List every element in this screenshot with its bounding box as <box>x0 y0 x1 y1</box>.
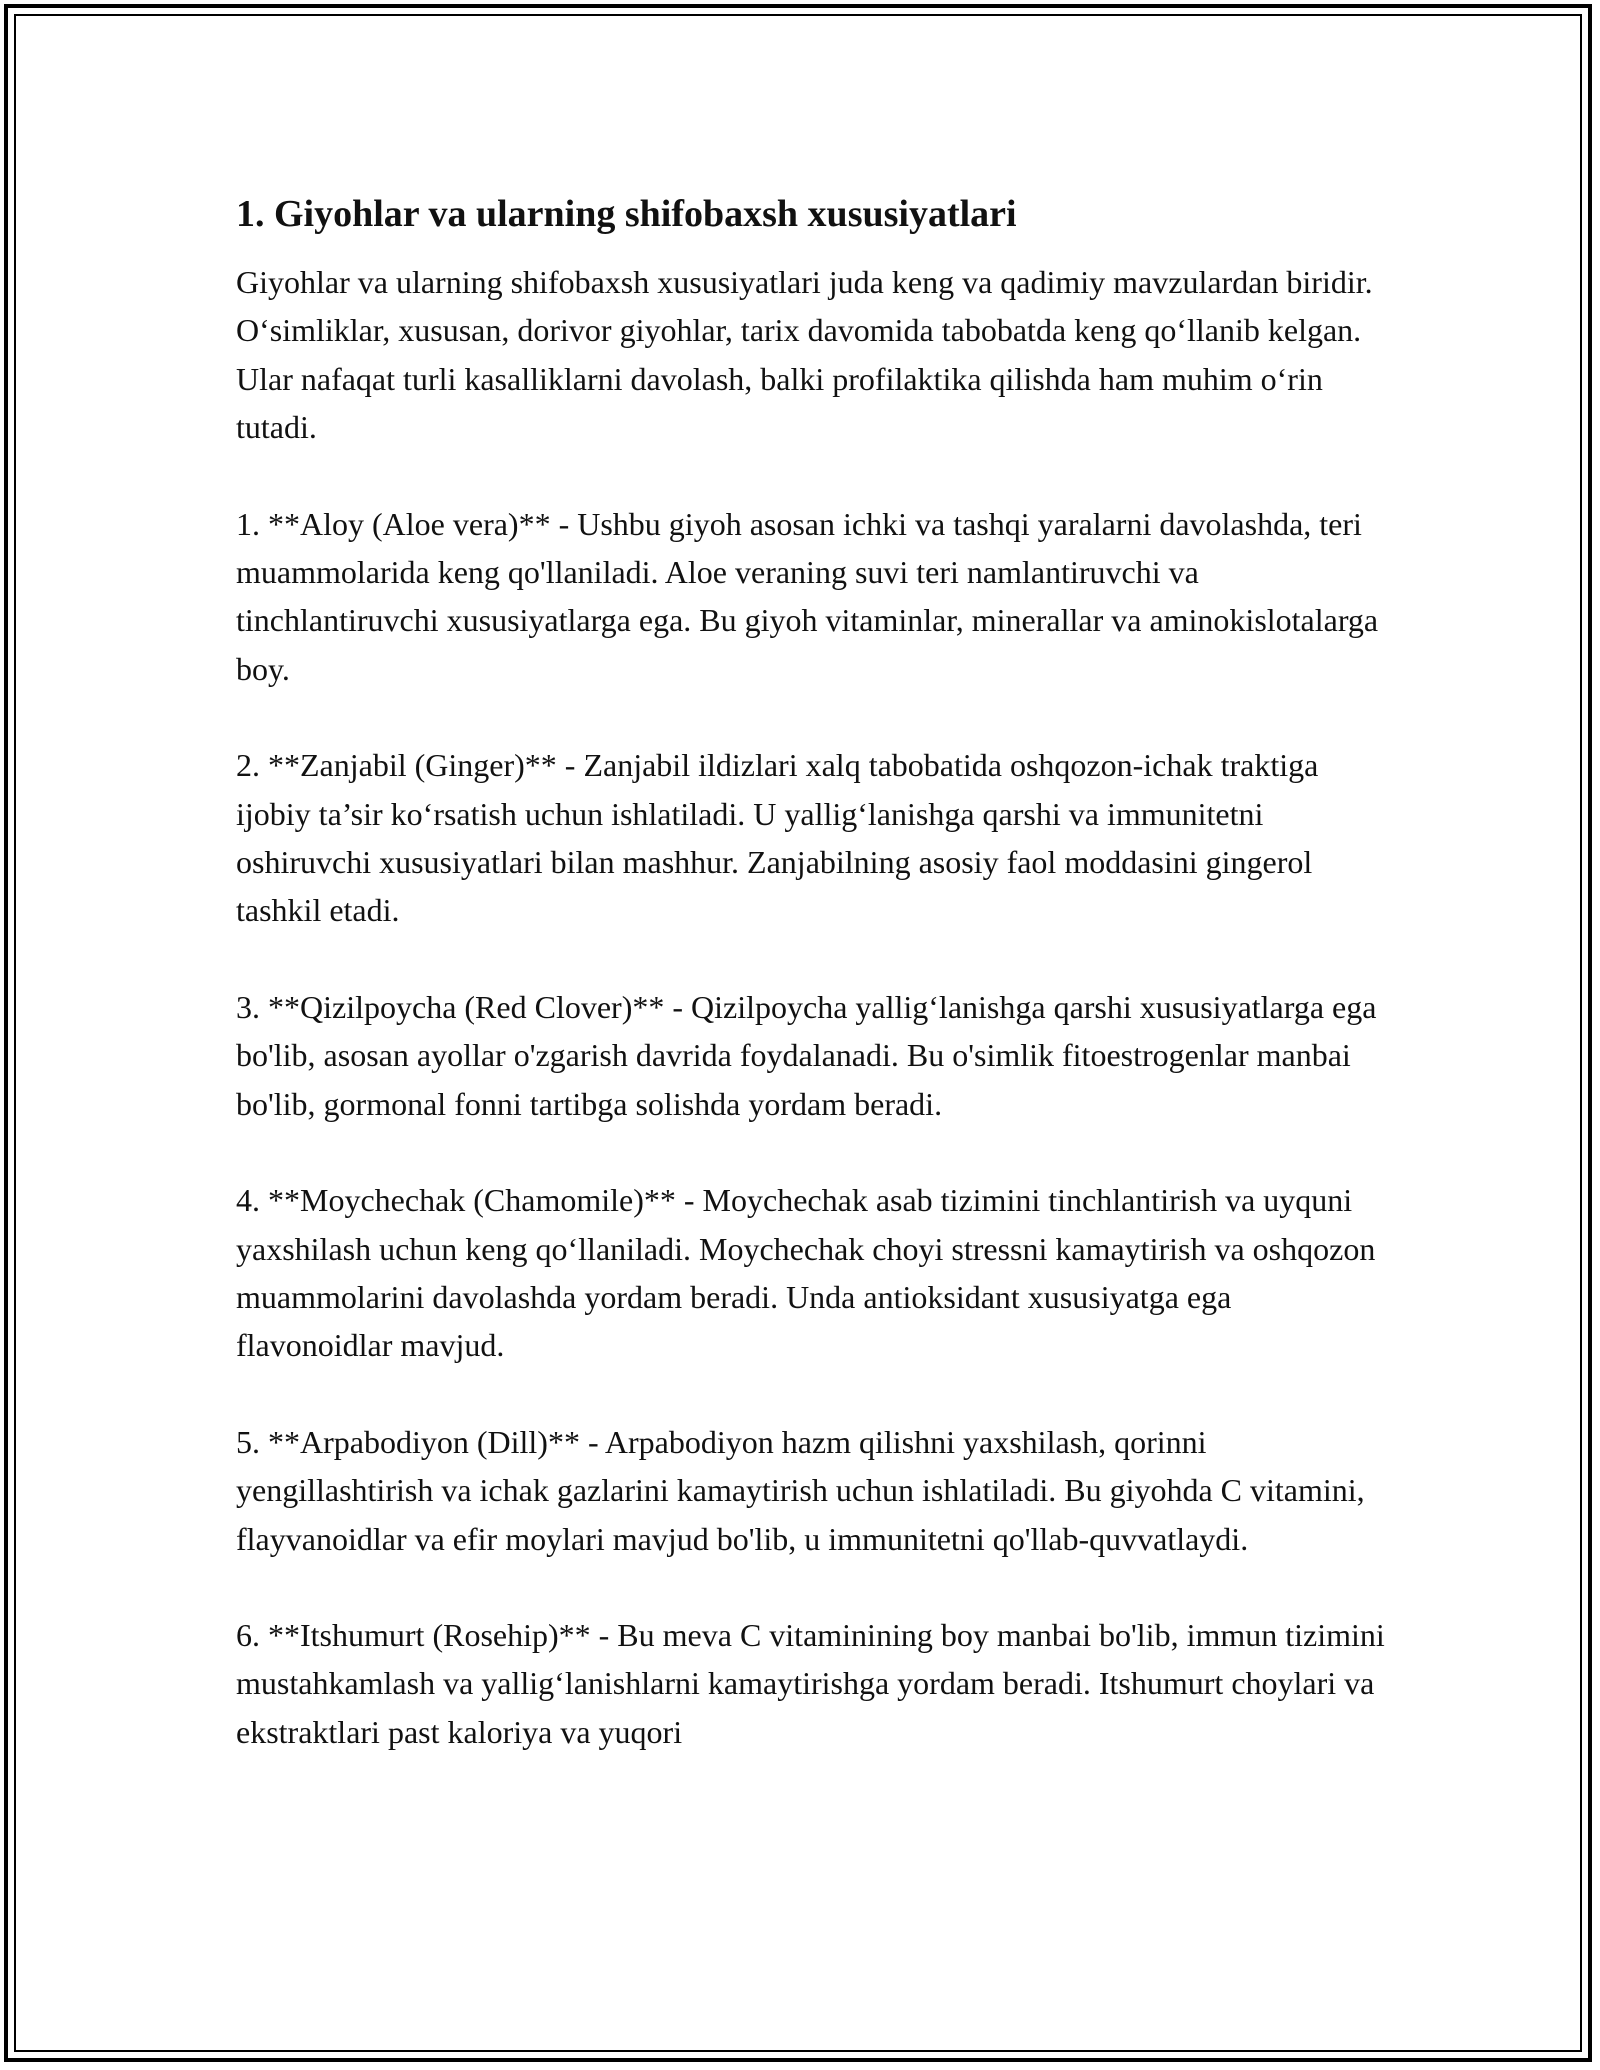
herb-item-chamomile: 4. **Moychechak (Chamomile)** - Moychechak asab tizimini tinchlantirish va uyquni yaxshilash uchun keng qo‘llaniladi. Moychechak choyi stressni kamaytirish va oshqozon muammolarini davolashda yordam beradi. Unda antioksidant xususiyatga ega flavonoidlar mavjud. <box>236 1182 1376 1364</box>
herb-item-dill: 5. **Arpabodiyon (Dill)** - Arpabodiyon hazm qilishni yaxshilash, qorinni yengillashtirish va ichak gazlarini kamaytirish uchun ishlatiladi. Bu giyohda C vitamini, flayvanoidlar va efir moylari mavjud bo'lib, u immunitetni qo'llab-quvvatlaydi. <box>236 1423 1365 1557</box>
intro-paragraph: Giyohlar va ularning shifobaxsh xususiyatlari juda keng va qadimiy mavzulardan biridir. O‘simliklar, xususan, dorivor giyohlar, tarix davomida tabobatda keng qo‘llanib kelgan. Ular nafaqat turli kasalliklarni davolash, balki profilaktika qilishda ham muhim o‘rin tutadi. <box>236 264 1373 446</box>
herb-item-rosehip: 6. **Itshumurt (Rosehip)** - Bu meva C vitaminining boy manbai bo'lib, immun tizimini mustahkamlash va yallig‘lanishlarni kamaytirishga yordam beradi. Itshumurt choylari va ekstraktlari past kaloriya va yuqori <box>236 1616 1385 1750</box>
herb-item-red-clover: 3. **Qizilpoycha (Red Clover)** - Qizilpoycha yallig‘lanishga qarshi xususiyatlarga ega bo'lib, asosan ayollar o'zgarish davrida foydalanadi. Bu o'simlik fitoestrogenlar manbai bo'lib, gormonal fonni tartibga solishda yordam beradi. <box>236 988 1377 1122</box>
document-body <box>236 188 1386 1804</box>
section-heading: 1. Giyohlar va ularning shifobaxsh xususiyatlari <box>236 193 1017 235</box>
herb-item-aloe: 1. **Aloy (Aloe vera)** - Ushbu giyoh asosan ichki va tashqi yaralarni davolashda, teri muammolarida keng qo'llaniladi. Aloe veraning suvi teri namlantiruvchi va tinchlantiruvchi xususiyatlarga ega. Bu giyoh vitaminlar, minerallar va aminokislotalarga boy. <box>236 505 1379 687</box>
herb-item-ginger: 2. **Zanjabil (Ginger)** - Zanjabil ildizlari xalq tabobatida oshqozon-ichak traktiga ijobiy ta’sir ko‘rsatish uchun ishlatiladi. U yallig‘lanishga qarshi va immunitetni oshiruvchi xususiyatlari bilan mashhur. Zanjabilning asosiy faol moddasini gingerol tashkil etadi. <box>236 747 1319 929</box>
